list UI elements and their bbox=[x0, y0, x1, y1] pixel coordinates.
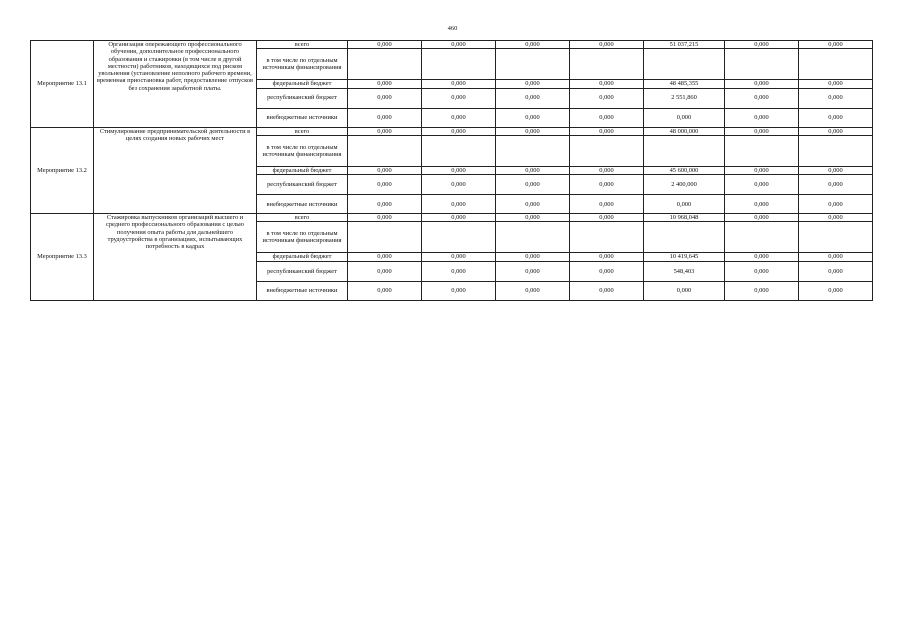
amount-cell: 0,000 bbox=[799, 80, 873, 88]
amount-cell bbox=[644, 49, 725, 80]
amount-cell: 0,000 bbox=[496, 88, 570, 108]
amount-cell: 0,000 bbox=[725, 175, 799, 195]
funding-source: республиканский бюджет bbox=[257, 261, 348, 281]
amount-cell: 0,000 bbox=[348, 214, 422, 222]
measure-description: Организация опережающего профессионального обучения, дополнительное профессионального образования и стажировки (в том числе в другой местности) работников, находящихся под риском увольнения (установление неполного рабочего времени, временная приостановка работ, предоставление отпусков без сохранения заработной платы. bbox=[94, 41, 257, 128]
amount-cell: 0,000 bbox=[570, 195, 644, 214]
funding-source: в том числе по отдельным источникам финансирования bbox=[257, 135, 348, 166]
amount-cell: 0,000 bbox=[348, 195, 422, 214]
amount-cell: 0,000 bbox=[570, 166, 644, 174]
amount-cell: 0,000 bbox=[570, 214, 644, 222]
budget-table bbox=[30, 40, 873, 301]
funding-source: федеральный бюджет bbox=[257, 166, 348, 174]
measure-description: Стимулирование предпринимательской деятельности в целях создания новых рабочих мест bbox=[94, 127, 257, 214]
amount-cell: 0,000 bbox=[799, 88, 873, 108]
amount-cell: 0,000 bbox=[422, 80, 496, 88]
amount-cell: 0,000 bbox=[496, 253, 570, 261]
amount-cell bbox=[725, 135, 799, 166]
amount-cell: 0,000 bbox=[422, 127, 496, 135]
amount-cell bbox=[496, 49, 570, 80]
amount-cell: 0,000 bbox=[725, 281, 799, 300]
funding-source: федеральный бюджет bbox=[257, 80, 348, 88]
amount-cell: 0,000 bbox=[799, 281, 873, 300]
amount-cell: 45 600,000 bbox=[644, 166, 725, 174]
amount-cell: 0,000 bbox=[725, 166, 799, 174]
amount-cell: 2 400,000 bbox=[644, 175, 725, 195]
measure-name: Мероприятие 13.3 bbox=[31, 214, 94, 301]
amount-cell: 0,000 bbox=[799, 261, 873, 281]
amount-cell: 0,000 bbox=[725, 195, 799, 214]
amount-cell bbox=[644, 222, 725, 253]
amount-cell bbox=[422, 222, 496, 253]
amount-cell: 0,000 bbox=[348, 88, 422, 108]
amount-cell: 0,000 bbox=[725, 108, 799, 127]
amount-cell: 0,000 bbox=[570, 175, 644, 195]
funding-source: всего bbox=[257, 41, 348, 49]
amount-cell bbox=[570, 135, 644, 166]
amount-cell: 0,000 bbox=[422, 175, 496, 195]
amount-cell: 0,000 bbox=[570, 108, 644, 127]
amount-cell bbox=[725, 222, 799, 253]
amount-cell bbox=[799, 49, 873, 80]
amount-cell: 0,000 bbox=[422, 41, 496, 49]
amount-cell bbox=[496, 222, 570, 253]
amount-cell: 0,000 bbox=[496, 261, 570, 281]
amount-cell: 0,000 bbox=[570, 80, 644, 88]
amount-cell: 48 000,000 bbox=[644, 127, 725, 135]
amount-cell bbox=[799, 135, 873, 166]
amount-cell: 548,403 bbox=[644, 261, 725, 281]
amount-cell: 0,000 bbox=[496, 214, 570, 222]
amount-cell: 0,000 bbox=[725, 127, 799, 135]
amount-cell: 0,000 bbox=[422, 261, 496, 281]
amount-cell: 0,000 bbox=[570, 281, 644, 300]
funding-source: всего bbox=[257, 127, 348, 135]
amount-cell: 0,000 bbox=[348, 261, 422, 281]
amount-cell bbox=[348, 135, 422, 166]
amount-cell bbox=[348, 49, 422, 80]
amount-cell bbox=[570, 49, 644, 80]
amount-cell: 0,000 bbox=[348, 281, 422, 300]
amount-cell: 0,000 bbox=[725, 88, 799, 108]
amount-cell: 0,000 bbox=[725, 214, 799, 222]
amount-cell: 0,000 bbox=[799, 214, 873, 222]
amount-cell: 0,000 bbox=[496, 41, 570, 49]
funding-source: республиканский бюджет bbox=[257, 88, 348, 108]
funding-source: республиканский бюджет bbox=[257, 175, 348, 195]
amount-cell: 0,000 bbox=[348, 175, 422, 195]
amount-cell: 0,000 bbox=[348, 166, 422, 174]
funding-source: внебюджетные источники bbox=[257, 195, 348, 214]
amount-cell: 0,000 bbox=[644, 281, 725, 300]
amount-cell bbox=[422, 49, 496, 80]
amount-cell: 0,000 bbox=[496, 195, 570, 214]
table-row bbox=[31, 214, 873, 222]
amount-cell: 0,000 bbox=[799, 166, 873, 174]
amount-cell: 0,000 bbox=[422, 166, 496, 174]
amount-cell: 0,000 bbox=[799, 175, 873, 195]
table-row bbox=[31, 41, 873, 49]
amount-cell bbox=[799, 222, 873, 253]
funding-source: внебюджетные источники bbox=[257, 108, 348, 127]
amount-cell: 10 968,048 bbox=[644, 214, 725, 222]
amount-cell: 0,000 bbox=[496, 281, 570, 300]
amount-cell: 0,000 bbox=[422, 108, 496, 127]
measure-description: Стажировка выпускников организаций высшего и среднего профессионального образования с целью получения опыта работы для дальнейшего трудоустройства в организациях, испытывающих потребность в кадрах bbox=[94, 214, 257, 301]
amount-cell bbox=[570, 222, 644, 253]
amount-cell: 0,000 bbox=[570, 253, 644, 261]
amount-cell: 0,000 bbox=[348, 127, 422, 135]
measure-name: Мероприятие 13.2 bbox=[31, 127, 94, 214]
amount-cell: 0,000 bbox=[570, 261, 644, 281]
amount-cell: 0,000 bbox=[496, 80, 570, 88]
amount-cell bbox=[644, 135, 725, 166]
amount-cell: 0,000 bbox=[348, 41, 422, 49]
amount-cell: 0,000 bbox=[570, 88, 644, 108]
amount-cell: 0,000 bbox=[644, 108, 725, 127]
amount-cell: 0,000 bbox=[725, 261, 799, 281]
amount-cell: 0,000 bbox=[799, 195, 873, 214]
measure-name: Мероприятие 13.1 bbox=[31, 41, 94, 128]
page-number: 460 bbox=[447, 25, 458, 32]
amount-cell: 0,000 bbox=[570, 127, 644, 135]
amount-cell: 0,000 bbox=[496, 175, 570, 195]
funding-source: в том числе по отдельным источникам финансирования bbox=[257, 49, 348, 80]
amount-cell: 10 419,645 bbox=[644, 253, 725, 261]
amount-cell: 0,000 bbox=[496, 108, 570, 127]
amount-cell bbox=[348, 222, 422, 253]
amount-cell: 0,000 bbox=[348, 80, 422, 88]
amount-cell: 0,000 bbox=[799, 108, 873, 127]
amount-cell: 0,000 bbox=[644, 195, 725, 214]
amount-cell: 0,000 bbox=[570, 41, 644, 49]
amount-cell bbox=[496, 135, 570, 166]
amount-cell: 0,000 bbox=[799, 41, 873, 49]
amount-cell: 0,000 bbox=[799, 253, 873, 261]
amount-cell: 48 485,355 bbox=[644, 80, 725, 88]
funding-source: федеральный бюджет bbox=[257, 253, 348, 261]
funding-source: в том числе по отдельным источникам финансирования bbox=[257, 222, 348, 253]
amount-cell: 0,000 bbox=[725, 41, 799, 49]
amount-cell: 0,000 bbox=[725, 80, 799, 88]
amount-cell: 0,000 bbox=[496, 127, 570, 135]
amount-cell bbox=[422, 135, 496, 166]
amount-cell: 0,000 bbox=[422, 281, 496, 300]
funding-source: всего bbox=[257, 214, 348, 222]
amount-cell: 2 551,860 bbox=[644, 88, 725, 108]
amount-cell: 0,000 bbox=[496, 166, 570, 174]
table-row bbox=[31, 127, 873, 135]
amount-cell: 0,000 bbox=[799, 127, 873, 135]
amount-cell: 0,000 bbox=[422, 195, 496, 214]
amount-cell: 51 037,215 bbox=[644, 41, 725, 49]
amount-cell: 0,000 bbox=[422, 214, 496, 222]
amount-cell: 0,000 bbox=[725, 253, 799, 261]
amount-cell: 0,000 bbox=[422, 253, 496, 261]
amount-cell: 0,000 bbox=[348, 253, 422, 261]
amount-cell: 0,000 bbox=[348, 108, 422, 127]
funding-source: внебюджетные источники bbox=[257, 281, 348, 300]
amount-cell bbox=[725, 49, 799, 80]
amount-cell: 0,000 bbox=[422, 88, 496, 108]
